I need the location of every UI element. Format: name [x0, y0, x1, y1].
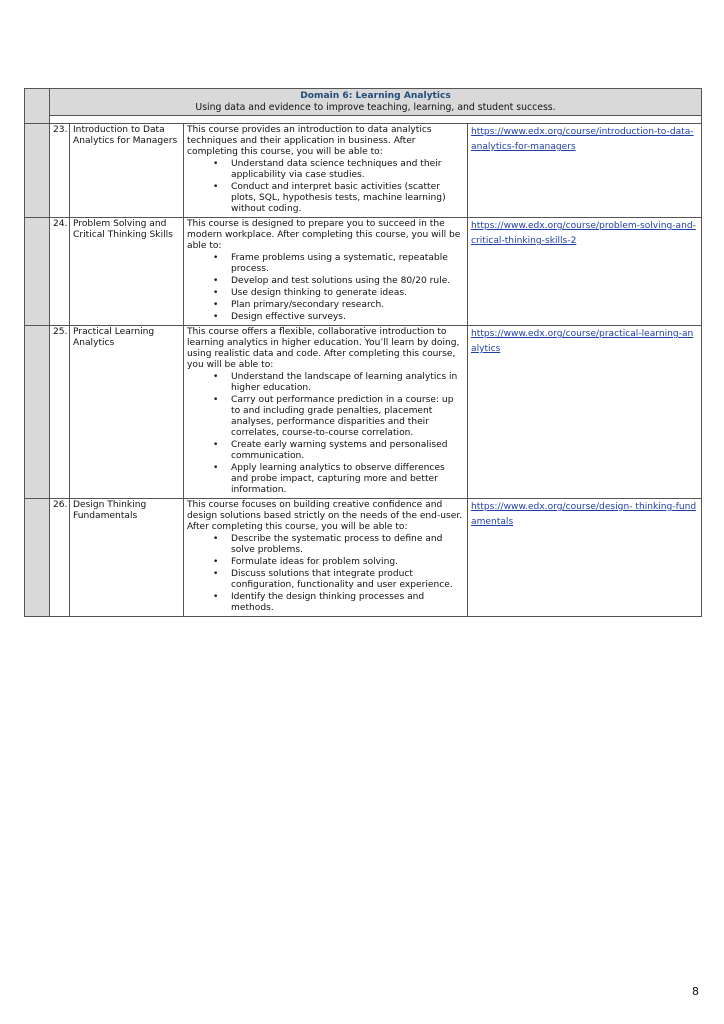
- course-link-cell: [468, 326, 702, 499]
- outcome-item: • Describe the systematic process to define and solve problems.: [231, 534, 464, 556]
- course-title: Design Thinking Fundamentals: [70, 499, 184, 617]
- side-column-header: [25, 89, 50, 124]
- course-title: Problem Solving and Critical Thinking Skills: [70, 218, 184, 326]
- domain-subtitle: Using data and evidence to improve teaching, learning, and student success.: [195, 102, 556, 113]
- course-number: 25.: [50, 326, 70, 499]
- outcome-item: • Develop and test solutions using the 80/20 rule.: [231, 276, 464, 287]
- course-link[interactable]: https://www.edx.org/course/design- thinking-fundamentals: [471, 502, 697, 527]
- course-row: [25, 218, 702, 326]
- outcome-item: • Plan primary/secondary research.: [231, 300, 464, 311]
- side-column-cell: [25, 326, 50, 499]
- outcome-item: • Identify the design thinking processes and methods.: [231, 592, 464, 614]
- outcome-item: • Design effective surveys.: [231, 312, 464, 323]
- outcome-item: • Apply learning analytics to observe differences and probe impact, capturing more and better information.: [231, 463, 464, 496]
- course-description: [184, 326, 468, 499]
- side-column-cell: [25, 499, 50, 617]
- course-table: [24, 88, 702, 617]
- course-rows: [25, 124, 702, 617]
- course-number: 23.: [50, 124, 70, 218]
- outcome-list: [187, 253, 464, 323]
- course-row: [25, 499, 702, 617]
- spacer-row: [25, 116, 702, 124]
- outcome-item: • Create early warning systems and personalised communication.: [231, 440, 464, 462]
- side-column-cell: [25, 218, 50, 326]
- course-intro: This course is designed to prepare you to succeed in the modern workplace. After completing this course, you will be able to:: [187, 219, 461, 251]
- course-description: [184, 124, 468, 218]
- spacer-cell: [50, 116, 702, 124]
- course-number: 26.: [50, 499, 70, 617]
- outcome-list: [187, 372, 464, 496]
- domain-header-row: [25, 89, 702, 116]
- course-row: [25, 326, 702, 499]
- course-link[interactable]: https://www.edx.org/course/problem-solving-and-critical-thinking-skills-2: [471, 221, 696, 246]
- course-intro: This course focuses on building creative confidence and design solutions based strictly on the needs of the end-user. After completing this course, you will be able to:: [187, 500, 463, 532]
- outcome-item: • Formulate ideas for problem solving.: [231, 557, 464, 568]
- outcome-item: • Discuss solutions that integrate product configuration, functionality and user experience.: [231, 569, 464, 591]
- outcome-list: [187, 159, 464, 215]
- outcome-item: • Understand data science techniques and their applicability via case studies.: [231, 159, 464, 181]
- course-link-cell: [468, 218, 702, 326]
- outcome-list: [187, 534, 464, 614]
- course-title: Introduction to Data Analytics for Managers: [70, 124, 184, 218]
- course-title: Practical Learning Analytics: [70, 326, 184, 499]
- domain-header: [50, 89, 702, 116]
- course-intro: This course provides an introduction to data analytics techniques and their application in business. After completing this course, you will be able to:: [187, 125, 432, 157]
- outcome-item: • Conduct and interpret basic activities (scatter plots, SQL, hypothesis tests, machine learning) without coding.: [231, 182, 464, 215]
- domain-title: Domain 6: Learning Analytics: [300, 91, 451, 101]
- outcome-item: • Use design thinking to generate ideas.: [231, 288, 464, 299]
- course-link-cell: [468, 124, 702, 218]
- course-link[interactable]: https://www.edx.org/course/practical-learning-analytics: [471, 329, 694, 354]
- side-column-cell: [25, 124, 50, 218]
- course-row: [25, 124, 702, 218]
- page-number: 8: [692, 985, 699, 998]
- outcome-item: • Frame problems using a systematic, repeatable process.: [231, 253, 464, 275]
- course-description: [184, 218, 468, 326]
- outcome-item: • Carry out performance prediction in a course: up to and including grade penalties, placement analyses, performance disparities and their correlates, course-to-course correlation.: [231, 395, 464, 439]
- course-number: 24.: [50, 218, 70, 326]
- course-link-cell: [468, 499, 702, 617]
- course-link[interactable]: https://www.edx.org/course/introduction-to-data-analytics-for-managers: [471, 127, 694, 152]
- outcome-item: • Understand the landscape of learning analytics in higher education.: [231, 372, 464, 394]
- course-description: [184, 499, 468, 617]
- course-intro: This course offers a flexible, collaborative introduction to learning analytics in higher education. You’ll learn by doing, using realistic data and code. After completing this course, you will be able to:: [187, 327, 460, 370]
